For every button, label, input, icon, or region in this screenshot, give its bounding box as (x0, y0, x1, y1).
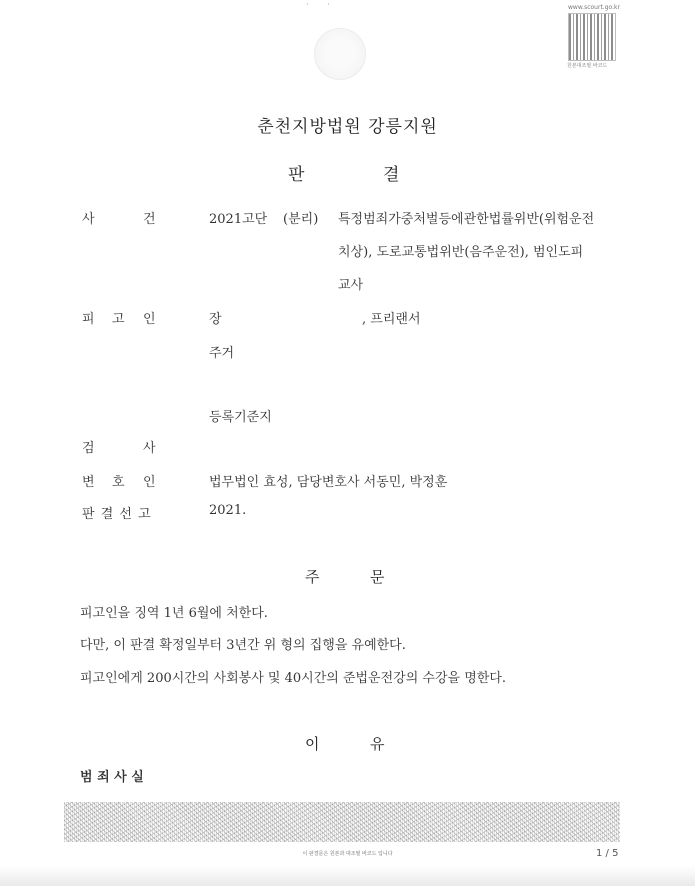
case-separation: (분리) (283, 212, 319, 227)
qr-caption: 원본대조필 바코드 (567, 63, 608, 69)
reason-heading-second: 유 (370, 735, 385, 753)
reason-heading-first: 이 (305, 735, 320, 753)
order-line-2: 다만, 이 판결 확정일부터 3년간 위 형의 집행을 유예한다. (80, 638, 406, 653)
sentence-date: 2021. (209, 503, 247, 518)
label-case-1: 사 (82, 212, 95, 227)
doc-title-second: 결 (383, 165, 400, 185)
counsel-names: 법무법인 효성, 담당변호사 서동민, 박정훈 (209, 475, 448, 490)
court-seal-watermark (314, 28, 366, 80)
label-defendant-3: 인 (143, 312, 156, 327)
scan-shadow (0, 866, 695, 886)
crime-facts-heading: 범 죄 사 실 (80, 770, 144, 785)
case-number: 2021고단 (209, 212, 268, 227)
court-name: 춘천지방법원 강릉지원 (257, 117, 438, 137)
defendant-occupation: , 프리랜서 (362, 312, 421, 327)
residence-label: 주거 (209, 346, 235, 361)
order-heading-second: 문 (370, 568, 385, 586)
qr-code (568, 13, 616, 61)
doc-title-first: 판 (288, 165, 305, 185)
redacted-barcode-band (64, 802, 620, 842)
label-sentence-date: 판 결 선 고 (82, 507, 152, 522)
top-mark: · · (306, 0, 338, 9)
page-number: 1 / 5 (596, 848, 619, 859)
order-line-1: 피고인을 징역 1년 6월에 처한다. (80, 606, 268, 621)
order-line-3: 피고인에게 200시간의 사회봉사 및 40시간의 준법운전강의 수강을 명한다. (80, 671, 507, 686)
order-heading-first: 주 (305, 568, 320, 586)
defendant-name: 장 (209, 312, 222, 327)
label-prosecutor-2: 사 (143, 441, 156, 456)
footer-note: 이 판결문은 원본과 대조필 바코드 입니다 (302, 851, 393, 857)
registry-label: 등록기준지 (209, 410, 272, 425)
label-defendant-1: 피 (82, 312, 95, 327)
label-defendant-2: 고 (112, 312, 125, 327)
case-charge-line-3: 교사 (338, 278, 364, 293)
case-charge-line-1: 특정범죄가중처벌등에관한법률위반(위험운전 (338, 212, 595, 227)
qr-url: www.scourt.go.kr (568, 4, 620, 11)
label-prosecutor-1: 검 (82, 441, 95, 456)
label-counsel-3: 인 (143, 475, 156, 490)
label-case-2: 건 (143, 212, 156, 227)
label-counsel-2: 호 (112, 475, 125, 490)
label-counsel-1: 변 (82, 475, 95, 490)
case-charge-line-2: 치상), 도로교통법위반(음주운전), 범인도피 (338, 245, 584, 260)
